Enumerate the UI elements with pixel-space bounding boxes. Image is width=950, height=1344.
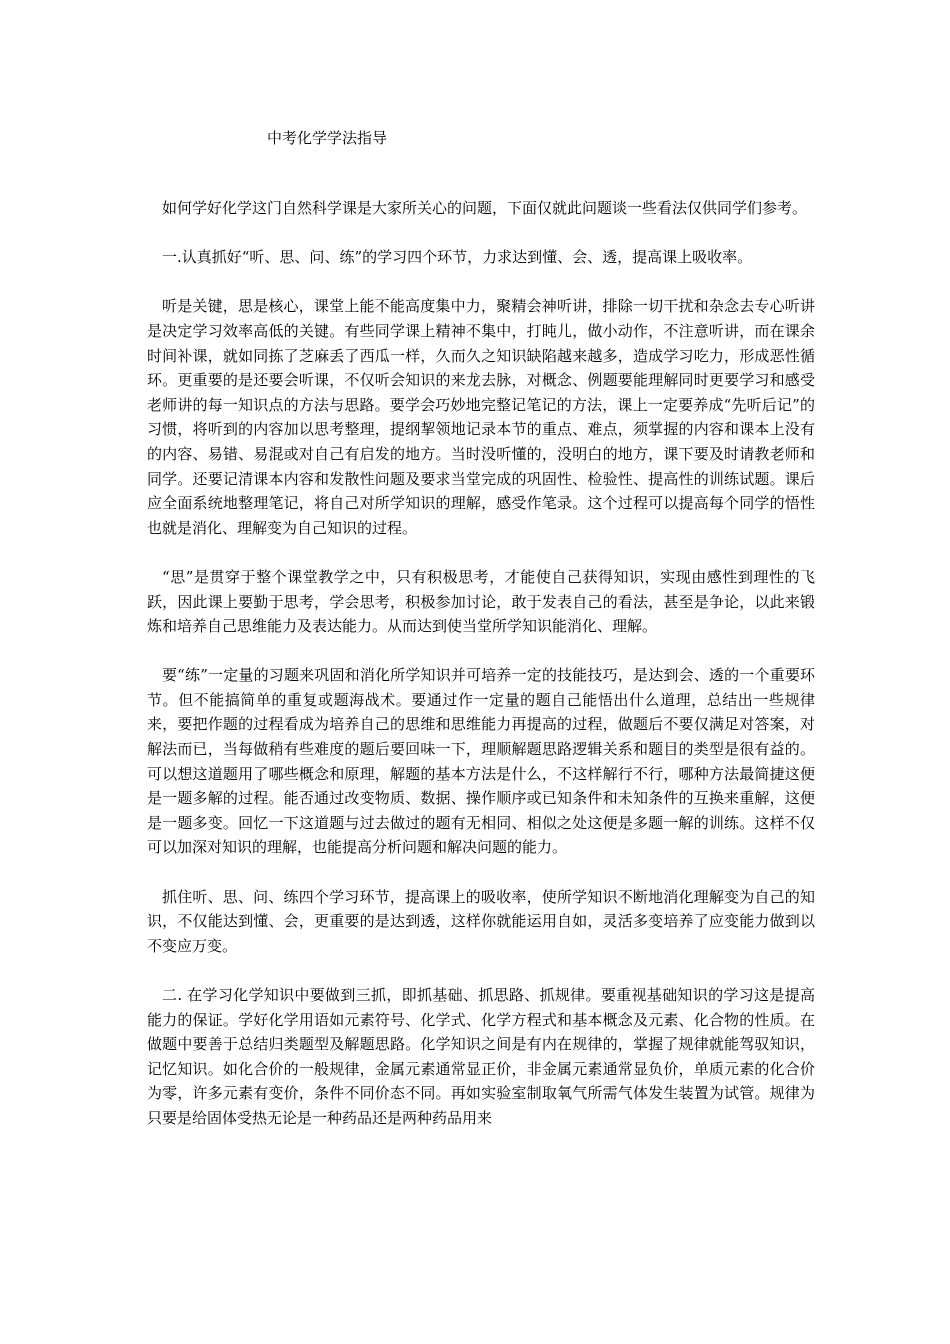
document-body — [147, 196, 815, 1131]
document-title: 中考化学学法指导 — [267, 129, 388, 147]
paragraph-intro: 如何学好化学这门自然科学课是大家所关心的问题，下面仅就此问题谈一些看法仅供同学们参考。 — [162, 199, 808, 217]
heading-section-1: 一.认真抓好“听、思、问、练”的学习四个环节，力求达到懂、会、透，提高课上吸收率。 — [162, 248, 753, 267]
paragraph-thinking: “思”是贯穿于整个课堂教学之中，只有积极思考，才能使自己获得知识，实现由感性到理性的飞跃，因此课上要勤于思考，学会思考，积极参加讨论，敢于发表自己的看法，甚至是争论，以此来锻炼和培养自己思维能力及表达能力。从而达到使当堂所学知识能消化、理解。 — [147, 567, 815, 636]
paragraph-listening: 听是关键，思是核心，课堂上能不能高度集中力，聚精会神听讲，排除一切干扰和杂念去专心听讲是决定学习效率高低的关键。有些同学课上精神不集中，打盹儿，做小动作，不注意听讲，而在课余时间补课，就如同拣了芝麻丢了西瓜一样，久而久之知识缺陷越来越多，造成学习吃力，形成恶性循环。更重要的是还要会听课，不仅听会知识的来龙去脉，对概念、例题要能理解同时更要学习和感受老师讲的每一知识点的方法与思路。要学会巧妙地完整记笔记的方法，课上一定要养成“先听后记”的习惯，将听到的内容加以思考整理，提纲挈领地记录本节的重点、难点，须掌握的内容和课本上没有的内容、易错、易混或对自己有启发的地方。当时没听懂的，没明白的地方，课下要及时请教老师和同学。还要记清课本内容和发散性问题及要求当堂完成的巩固性、检验性、提高性的训练试题。课后应全面系统地整理笔记，将自己对所学知识的理解，感受作笔录。这个过程可以提高每个同学的悟性也就是消化、理解变为自己知识的过程。 — [147, 297, 815, 537]
paragraph-summary: 抓住听、思、问、练四个学习环节，提高课上的吸收率，使所学知识不断地消化理解变为自己的知识，不仅能达到懂、会，更重要的是达到透，这样你就能运用自如，灵活多变培养了应变能力做到以不变应万变。 — [147, 887, 815, 955]
paragraph-practice: 要“练”一定量的习题来巩固和消化所学知识并可培养一定的技能技巧，是达到会、透的一个重要环节。但不能搞简单的重复或题海战术。要通过作一定量的题自己能悟出什么道理，总结出一些规律来，要把作题的过程看成为培养自己的思维和思维能力再提高的过程，做题后不要仅满足对答案，对解法而已，当每做稍有些难度的题后要回味一下，理顺解题思路逻辑关系和题目的类型是很有益的。可以想这道题用了哪些概念和原理，解题的基本方法是什么，不这样解行不行，哪种方法最简捷这便是一题多解的过程。能否通过改变物质、数据、操作顺序或已知条件和未知条件的互换来重解，这便是一题多变。回忆一下这道题与过去做过的题有无相同、相似之处这便是多题一解的训练。这样不仅可以加深对知识的理解，也能提高分析问题和解决问题的能力。 — [147, 666, 815, 857]
paragraph-section-2: 二. 在学习化学知识中要做到三抓，即抓基础、抓思路、抓规律。要重视基础知识的学习这是提高能力的保证。学好化学用语如元素符号、化学式、化学方程式和基本概念及元素、化合物的性质。在做题中要善于总结归类题型及解题思路。化学知识之间是有内在规律的，掌握了规律就能驾驭知识，记忆知识。如化合价的一般规律，金属元素通常显正价，非金属元素通常显负价，单质元素的化合价为零，许多元素有变价，条件不同价态不同。再如实验室制取氧气所需气体发生装置为试管。规律为只要是给固体受热无论是一种药品还是两种药品用来 — [147, 986, 815, 1127]
